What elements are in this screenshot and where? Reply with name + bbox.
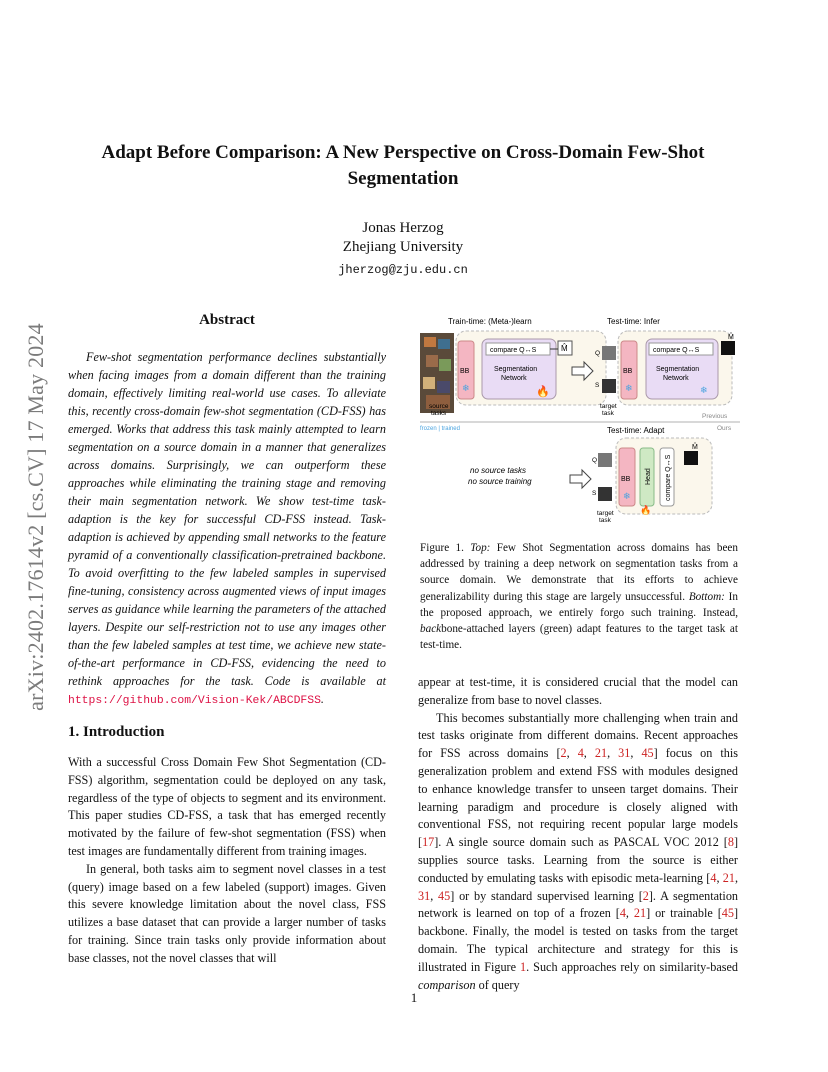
- mask-output-adapt: [684, 451, 698, 465]
- fig-mhat-train: M̂: [561, 344, 568, 353]
- figure-1-diagram: [420, 315, 740, 527]
- fig-source-label-1: source: [429, 403, 449, 410]
- fig-q-infer: Q: [595, 350, 601, 357]
- citation-link[interactable]: 4: [577, 746, 584, 761]
- fig-target-infer-1: target: [600, 403, 617, 410]
- fig-no-source-training: no source training: [468, 477, 532, 486]
- mask-output-infer: [721, 341, 735, 355]
- support-xray-adapt: [598, 487, 612, 501]
- fig-mhat-adapt: M̂: [692, 444, 698, 451]
- intro-paragraph-2: In general, both tasks aim to segment novel classes in a test (query) image based on a few labeled (support) images. Given this severe knowledge limitation about the novel class, FSS utilizes a base dataset that can provide a larger number of tasks for training. Since train tasks only provide information about base classes, not the novel classes that will: [68, 861, 386, 965]
- caption-label: Figure 1.: [420, 542, 471, 554]
- fig-s-infer: S: [595, 382, 600, 389]
- right-paragraph-1: appear at test-time, it is considered crucial that the model can generalize from base to novel classes.: [418, 675, 738, 707]
- arrow-adapt-icon: [570, 470, 591, 488]
- fig-compare-vertical: compare Q↔S: [665, 454, 672, 501]
- caption-top: Top:: [470, 542, 491, 554]
- intro-left-column: [68, 754, 386, 968]
- query-xray-adapt: [598, 453, 612, 467]
- citation-link[interactable]: 45: [721, 906, 734, 921]
- author-name: Jonas Herzog: [362, 220, 444, 236]
- fig-no-source-tasks: no source tasks: [470, 466, 527, 475]
- citation-link[interactable]: 21: [633, 906, 647, 921]
- fig-segnet-infer-1: Segmentation: [656, 366, 700, 373]
- citation-link[interactable]: 8: [727, 835, 734, 850]
- citation-link[interactable]: 4: [619, 906, 626, 921]
- page-number: 1: [410, 990, 418, 1005]
- fig-infer-label: Test-time: Infer: [607, 317, 660, 326]
- figure-1-caption: [420, 540, 738, 653]
- frozen-snowflake-icon-2: ❄: [625, 383, 633, 393]
- citation-link[interactable]: 31: [418, 888, 431, 903]
- caption-part-1: Few Shot Segmentation across domains has been addressed by training a deep network on segmentation tasks from a source domain. We demonstrate that its efforts to achieve generalizability during this stage are largely unsuccessful.: [420, 542, 738, 603]
- frozen-snowflake-icon-3: ❄: [700, 385, 708, 395]
- figure-link[interactable]: 1: [520, 959, 527, 974]
- fig-source-label-2: tasks: [431, 410, 447, 417]
- right-paragraph-2: This becomes substantially more challenging when train and test tasks originate from different domains. Recent approaches for FSS across domains [2, 4, 21, 31, 45] focus on this generalization problem and extend FSS with modules designed to enhance knowledge transfer to unseen target domains. Their learning paradigm and procedure is closely aligned with conventional FSS, not requiring recent popular large models [17]. A single source domain such as PASCAL VOC 2012 [8] supplies source tasks. Learning from the source is either conducted by emulating tasks with episodic meta-learning [4, 21, 31, 45] or by standard supervised learning [2]. A segmentation network is learned on top of a frozen [4, 21] or trainable [45] backbone. Finally, the model is tested on tasks from the target domain. The typical architecture and strategy for this is illustrated in Figure 1. Such approaches rely on similarity-based comparison of query: [418, 710, 739, 992]
- fig-s-adapt: S: [592, 490, 597, 497]
- citation-link[interactable]: 21: [594, 746, 608, 761]
- fig-target-infer-2: task: [602, 410, 614, 417]
- citation-link[interactable]: 2: [560, 746, 567, 761]
- caption-back: back: [420, 623, 442, 636]
- fig-target-adapt-2: task: [599, 517, 611, 524]
- abstract-body: Few-shot segmentation performance declines substantially when facing images from a domain different than the training domain, effectively limiting real-world use cases. To alleviate this, recently cross-domain few-shot segmentation (CD-FSS) has emerged. Works that address this task mainly attempted to learn segmentation on a source domain in a manner that generalizes across domains. Surprisingly, we can outperform these approaches while eliminating the training stage and removing their main segmentation network. We show test-time task-adaption is the key for successful CD-FSS instead. Task-adaption is achieved by appending small networks to the feature pyramid of a conventionally classification-pretrained backbone. To avoid overfitting to the few labeled samples in supervised fine-tuning, consistency across augmented views of input images serves as guidance while learning the parameters of the attached layers. Despite our self-restriction not to use any images other than the few labeled samples at test time, we achieve new state-of-the-art performance in CD-FSS, evidencing the need to rethink approaches for the task. Code is available at https://github.com/Vision-Kek/ABCDFSS.: [68, 350, 386, 707]
- paper-title: Adapt Before Comparison: A New Perspective on Cross-Domain Few-Shot Segmentation: [101, 142, 705, 189]
- fig-target-adapt-1: target: [597, 510, 614, 517]
- abstract-heading: Abstract: [199, 312, 255, 328]
- caption-bottom: Bottom:: [688, 590, 725, 603]
- fig-compare-train: compare Q↔S: [490, 347, 537, 354]
- fig-bb-infer: BB: [623, 368, 633, 375]
- frozen-snowflake-icon-4: ❄: [623, 491, 631, 501]
- frozen-snowflake-icon: ❄: [462, 383, 470, 393]
- fig-train-label: Train-time: (Meta-)learn: [448, 317, 532, 326]
- fig-segnet-train-1: Segmentation: [494, 366, 538, 373]
- arxiv-sidebar-stamp: arXiv:2402.17614v2 [cs.CV] 17 May 2024: [23, 323, 48, 711]
- fig-bb-train: BB: [460, 368, 470, 375]
- fig-q-adapt: Q: [592, 457, 598, 464]
- fig-ours-label: Ours: [717, 425, 732, 432]
- citation-link[interactable]: 45: [641, 746, 654, 761]
- author-affiliation: Zhejiang University: [342, 239, 464, 255]
- caption-part-3: bone-attached layers (green) adapt features to the target task at test-time.: [420, 623, 738, 652]
- citation-link[interactable]: 2: [642, 888, 649, 903]
- fig-previous-label: Previous: [702, 413, 728, 420]
- fig-legend: frozen | trained: [420, 426, 460, 432]
- trained-flame-icon-2: 🔥: [640, 505, 652, 515]
- fig-head-label: Head: [645, 468, 652, 485]
- fig-segnet-train-2: Network: [501, 375, 527, 382]
- abstract-text: Few-shot segmentation performance declines substantially when facing images from a domain different than the training domain, effectively limiting real-world use cases. To alleviate this, recently cross-domain few-shot segmentation (CD-FSS) has emerged. Works that address this task mainly attempted to learn segmentation on a source domain in a manner that generalizes across domains. Surprisingly, we can outperform these approaches while eliminating the training stage and removing their main segmentation network. We show test-time task-adaption is the key for successful CD-FSS instead. Task-adaption is achieved by appending small networks to the feature pyramid of a conventionally classification-pretrained backbone. To avoid overfitting to the few labeled samples in supervised fine-tuning, consistency across augmented views of input images serves as guidance while learning the parameters of the attached layers. Despite our self-restriction not to use any images other than the few labeled samples at test time, we achieve new state-of-the-art performance in CD-FSS, evidencing the need to rethink approaches for the task. Code is available at: [68, 350, 386, 688]
- fig-segnet-infer-2: Network: [663, 375, 689, 382]
- fig-mhat-infer: M̂: [728, 334, 734, 341]
- query-xray-infer: [602, 346, 616, 360]
- citation-link[interactable]: 31: [618, 746, 631, 761]
- citation-link[interactable]: 17: [422, 835, 435, 850]
- citation-link[interactable]: 4: [710, 870, 717, 885]
- citation-link[interactable]: 21: [722, 870, 735, 885]
- intro-right-column: [418, 674, 738, 994]
- support-xray-infer: [602, 379, 616, 393]
- intro-paragraph-1: With a successful Cross Domain Few Shot Segmentation (CD-FSS) algorithm, segmentation could be deployed on any task, regardless of the type of objects to segment and its environment. This paper studies CD-FSS, a task that has emerged recently motivated by the failure of few-shot segmentation (FSS) when test images are fundamentally different from training images.: [68, 755, 386, 858]
- fig-bb-adapt: BB: [621, 476, 631, 483]
- author-block: [160, 219, 646, 280]
- intro-heading: 1. Introduction: [68, 724, 165, 740]
- code-link[interactable]: https://github.com/Vision-Kek/ABCDFSS: [68, 695, 321, 707]
- author-email: jherzog@zju.edu.cn: [338, 263, 468, 277]
- trained-flame-icon: 🔥: [536, 386, 550, 398]
- citation-link[interactable]: 45: [438, 888, 451, 903]
- fig-compare-infer: compare Q↔S: [653, 347, 700, 354]
- caption-part-2: In the proposed approach, we entirely forgo such training. Instead,: [420, 590, 738, 619]
- fig-adapt-label: Test-time: Adapt: [607, 426, 665, 435]
